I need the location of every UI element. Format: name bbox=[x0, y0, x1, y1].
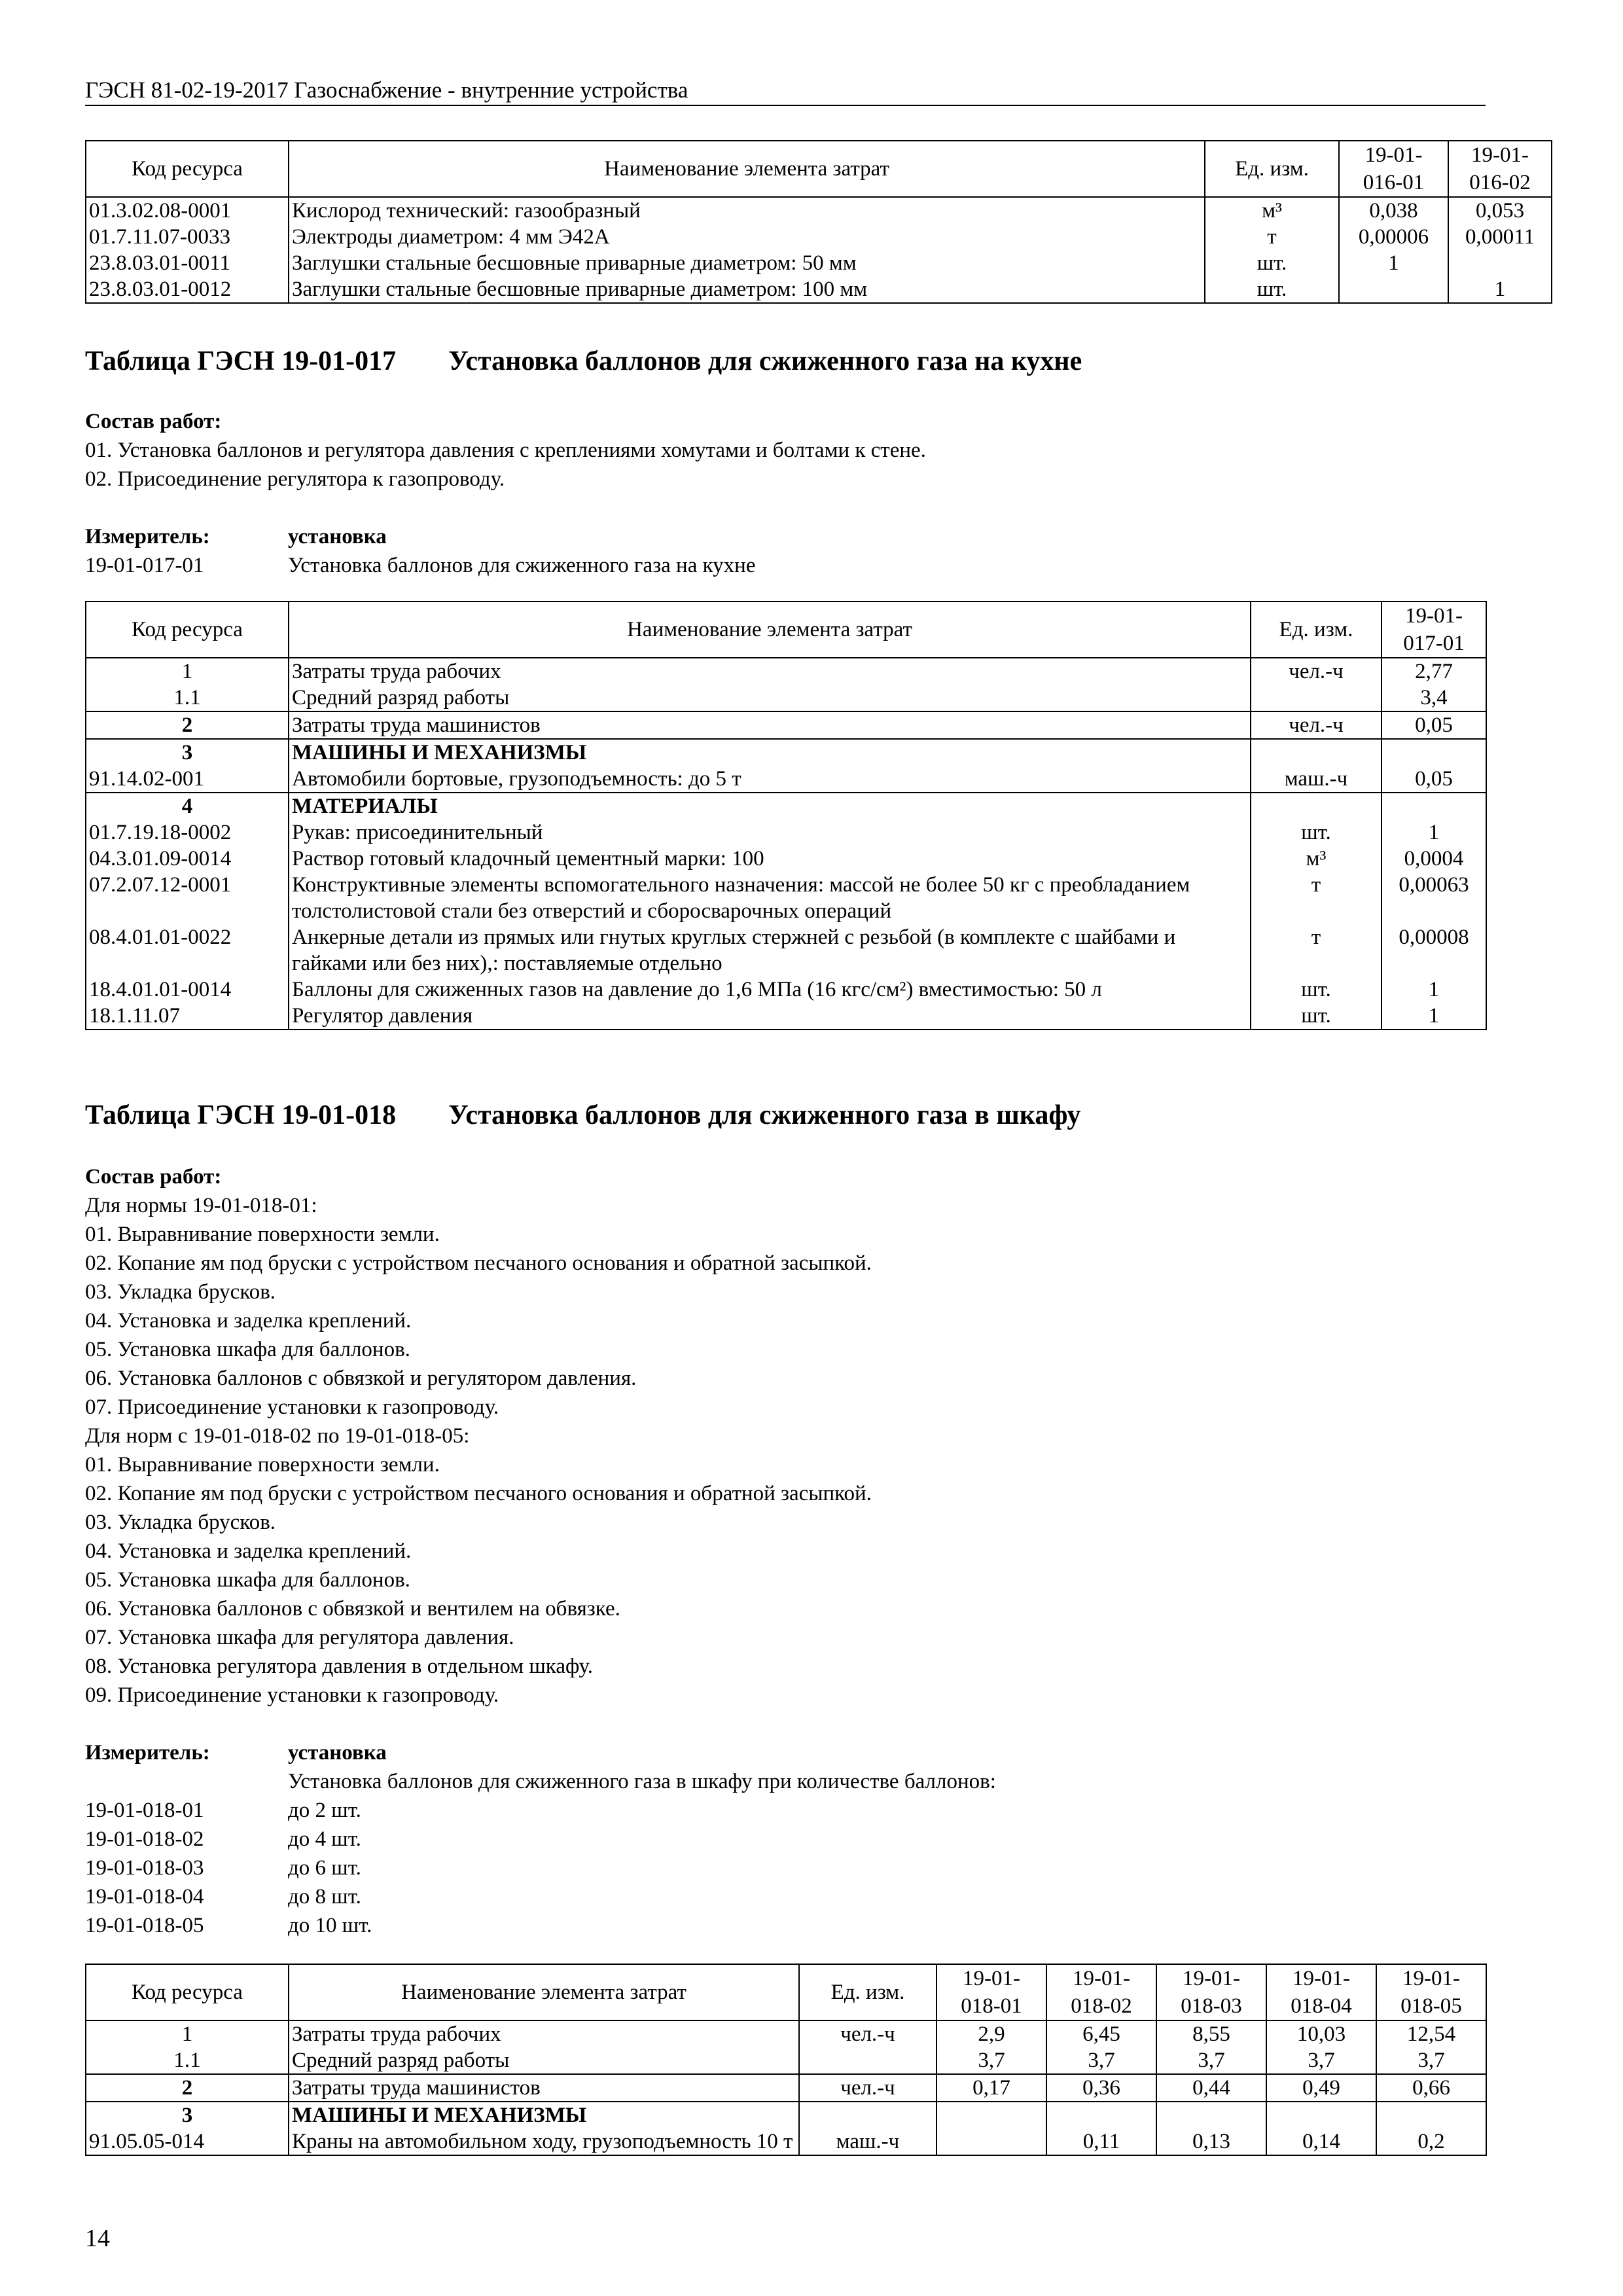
value: 0,14 bbox=[1266, 2128, 1376, 2155]
norm-code: 19-01-018-05 bbox=[85, 1914, 204, 1937]
value bbox=[936, 2102, 1046, 2128]
norm-name: до 10 шт. bbox=[288, 1914, 372, 1937]
running-header: ГЭСН 81-02-19-2017 Газоснабжение - внутренние устройства bbox=[85, 77, 1486, 106]
table-row bbox=[86, 2047, 1486, 2074]
value: 3,7 bbox=[1266, 2047, 1376, 2074]
value: 0,00011 bbox=[1448, 224, 1552, 250]
col-header: 19-01- 018-01 bbox=[936, 1964, 1046, 2020]
unit: маш.-ч bbox=[799, 2128, 936, 2155]
table-017 bbox=[85, 601, 1487, 1030]
table-code: Таблица ГЭСН 19-01-017 bbox=[85, 346, 397, 376]
value: 0,00006 bbox=[1339, 224, 1448, 250]
resource-name: Краны на автомобильном ходу, грузоподъемность 10 т bbox=[289, 2128, 799, 2155]
table-row bbox=[86, 711, 1486, 739]
resource-name: Затраты труда рабочих bbox=[289, 658, 1251, 685]
value bbox=[936, 2128, 1046, 2155]
norm-name: до 2 шт. bbox=[288, 1799, 361, 1822]
unit bbox=[799, 2102, 936, 2128]
resource-code: 18.4.01.01-0014 bbox=[86, 977, 289, 1003]
value: 8,55 bbox=[1156, 2020, 1266, 2047]
resource-name: Заглушки стальные бесшовные приварные диаметром: 50 мм bbox=[289, 250, 1205, 276]
resource-code: 1 bbox=[86, 658, 289, 685]
table-row bbox=[86, 224, 1552, 250]
resource-code: 3 bbox=[86, 739, 289, 766]
col-header: Наименование элемента затрат bbox=[289, 601, 1251, 658]
work-item: 07. Присоединение установки к газопроводу. bbox=[85, 1395, 499, 1419]
work-item: 09. Присоединение установки к газопроводу. bbox=[85, 1683, 499, 1707]
table-018 bbox=[85, 1964, 1487, 2156]
value bbox=[1156, 2102, 1266, 2128]
table-row bbox=[86, 739, 1486, 766]
col-header: Код ресурса bbox=[86, 1964, 289, 2020]
resource-code: 91.14.02-001 bbox=[86, 766, 289, 793]
resource-code: 4 bbox=[86, 793, 289, 819]
value: 1 bbox=[1448, 276, 1552, 303]
value bbox=[1382, 739, 1486, 766]
resource-name: Заглушки стальные бесшовные приварные диаметром: 100 мм bbox=[289, 276, 1205, 303]
resource-name: Электроды диаметром: 4 мм Э42А bbox=[289, 224, 1205, 250]
unit: чел.-ч bbox=[1251, 711, 1382, 739]
table-017-block bbox=[85, 601, 1487, 1030]
value: 1 bbox=[1339, 250, 1448, 276]
norm-code: 19-01-018-03 bbox=[85, 1856, 204, 1880]
norm-code: 19-01-018-04 bbox=[85, 1885, 204, 1909]
unit bbox=[1251, 739, 1382, 766]
value: 0,44 bbox=[1156, 2074, 1266, 2102]
section-017 bbox=[85, 346, 1082, 377]
col-header: Наименование элемента затрат bbox=[289, 141, 1205, 197]
unit: чел.-ч bbox=[799, 2020, 936, 2047]
work-item: 02. Копание ям под бруски с устройством песчаного основания и обратной засыпкой. bbox=[85, 1251, 872, 1275]
table-row bbox=[86, 685, 1486, 711]
table-row bbox=[86, 924, 1486, 977]
section-018 bbox=[85, 1100, 1080, 1131]
norm-name: Установка баллонов для сжиженного газа на кухне bbox=[288, 554, 756, 577]
col-header: 19-01- 018-02 bbox=[1046, 1964, 1156, 2020]
col-header: 19-01- 018-04 bbox=[1266, 1964, 1376, 2020]
resource-code: 04.3.01.09-0014 bbox=[86, 846, 289, 872]
value: 0,66 bbox=[1376, 2074, 1486, 2102]
work-item: Для норм с 19-01-018-02 по 19-01-018-05: bbox=[85, 1424, 470, 1448]
table-name: Установка баллонов для сжиженного газа на кухне bbox=[448, 346, 1082, 376]
resource-name: Кислород технический: газообразный bbox=[289, 197, 1205, 224]
norm-name: до 8 шт. bbox=[288, 1885, 361, 1909]
value: 0,00008 bbox=[1382, 924, 1486, 977]
norm-code: 19-01-018-02 bbox=[85, 1827, 204, 1851]
group-heading: МАШИНЫ И МЕХАНИЗМЫ bbox=[289, 739, 1251, 766]
value: 3,7 bbox=[936, 2047, 1046, 2074]
unit: т bbox=[1251, 872, 1382, 924]
work-item: 05. Установка шкафа для баллонов. bbox=[85, 1338, 410, 1361]
col-header: Наименование элемента затрат bbox=[289, 1964, 799, 2020]
norm-name: до 6 шт. bbox=[288, 1856, 361, 1880]
col-header: 19-01- 018-03 bbox=[1156, 1964, 1266, 2020]
meter-label: Измеритель: bbox=[85, 1741, 210, 1765]
table-row bbox=[86, 1003, 1486, 1030]
table-row bbox=[86, 793, 1486, 819]
table-name: Установка баллонов для сжиженного газа в шкафу bbox=[448, 1100, 1081, 1130]
unit: шт. bbox=[1205, 276, 1339, 303]
col-header: Ед. изм. bbox=[799, 1964, 936, 2020]
page-number: 14 bbox=[85, 2225, 110, 2252]
resource-code: 01.7.11.07-0033 bbox=[86, 224, 289, 250]
col-header: 19-01- 018-05 bbox=[1376, 1964, 1486, 2020]
unit: т bbox=[1205, 224, 1339, 250]
value bbox=[1376, 2102, 1486, 2128]
table-code: Таблица ГЭСН 19-01-018 bbox=[85, 1100, 397, 1130]
norm-name: до 4 шт. bbox=[288, 1827, 361, 1851]
work-item: 05. Установка шкафа для баллонов. bbox=[85, 1568, 410, 1592]
table-row bbox=[86, 250, 1552, 276]
unit: чел.-ч bbox=[799, 2074, 936, 2102]
work-item: 02. Копание ям под бруски с устройством песчаного основания и обратной засыпкой. bbox=[85, 1482, 872, 1505]
resource-code: 08.4.01.01-0022 bbox=[86, 924, 289, 977]
unit bbox=[799, 2047, 936, 2074]
resource-name: Затраты труда рабочих bbox=[289, 2020, 799, 2047]
unit: м³ bbox=[1205, 197, 1339, 224]
value: 0,05 bbox=[1382, 711, 1486, 739]
table-row bbox=[86, 197, 1552, 224]
resource-code: 2 bbox=[86, 711, 289, 739]
table-row bbox=[86, 819, 1486, 846]
resource-code: 2 bbox=[86, 2074, 289, 2102]
value: 0,0004 bbox=[1382, 846, 1486, 872]
value: 0,2 bbox=[1376, 2128, 1486, 2155]
resource-code: 3 bbox=[86, 2102, 289, 2128]
resource-name: Автомобили бортовые, грузоподъемность: до 5 т bbox=[289, 766, 1251, 793]
value: 0,17 bbox=[936, 2074, 1046, 2102]
resource-name: Затраты труда машинистов bbox=[289, 711, 1251, 739]
col-header: Ед. изм. bbox=[1205, 141, 1339, 197]
work-item: 07. Установка шкафа для регулятора давления. bbox=[85, 1626, 514, 1649]
resource-code: 91.05.05-014 bbox=[86, 2128, 289, 2155]
work-list-017 bbox=[85, 407, 1486, 580]
value: 0,13 bbox=[1156, 2128, 1266, 2155]
unit: шт. bbox=[1251, 819, 1382, 846]
table-header-row bbox=[86, 141, 1552, 197]
value bbox=[1046, 2102, 1156, 2128]
resource-code: 01.3.02.08-0001 bbox=[86, 197, 289, 224]
resource-code: 1 bbox=[86, 2020, 289, 2047]
work-item: Для нормы 19-01-018-01: bbox=[85, 1194, 317, 1217]
value: 1 bbox=[1382, 1003, 1486, 1030]
table-row bbox=[86, 276, 1552, 303]
resource-name: Баллоны для сжиженных газов на давление до 1,6 МПа (16 кгс/см²) вместимостью: 50 л bbox=[289, 977, 1251, 1003]
unit: т bbox=[1251, 924, 1382, 977]
resource-code: 23.8.03.01-0011 bbox=[86, 250, 289, 276]
value: 0,00063 bbox=[1382, 872, 1486, 924]
unit: шт. bbox=[1205, 250, 1339, 276]
work-item: 01. Выравнивание поверхности земли. bbox=[85, 1453, 440, 1477]
unit bbox=[1251, 685, 1382, 711]
value: 2,77 bbox=[1382, 658, 1486, 685]
resource-name: Затраты труда машинистов bbox=[289, 2074, 799, 2102]
resource-code: 1.1 bbox=[86, 685, 289, 711]
value: 3,7 bbox=[1376, 2047, 1486, 2074]
value bbox=[1382, 793, 1486, 819]
table-row bbox=[86, 766, 1486, 793]
meter-desc: Установка баллонов для сжиженного газа в шкафу при количестве баллонов: bbox=[288, 1770, 996, 1793]
meter-label: Измеритель: bbox=[85, 525, 210, 548]
table-016-block bbox=[85, 140, 1552, 304]
unit: м³ bbox=[1251, 846, 1382, 872]
table-row bbox=[86, 2128, 1486, 2155]
work-item: 01. Установка баллонов и регулятора давления с креплениями хомутами и болтами к стене. bbox=[85, 439, 926, 462]
table-row bbox=[86, 2102, 1486, 2128]
work-label: Состав работ: bbox=[85, 1165, 222, 1189]
resource-code: 23.8.03.01-0012 bbox=[86, 276, 289, 303]
resource-code: 1.1 bbox=[86, 2047, 289, 2074]
resource-name: Конструктивные элементы вспомогательного назначения: массой не более 50 кг с преобладанием толстолистовой стали без отверстий и сборосварочных операций bbox=[289, 872, 1251, 924]
meter-value: установка bbox=[288, 1741, 387, 1765]
value: 2,9 bbox=[936, 2020, 1046, 2047]
table-016 bbox=[85, 140, 1552, 304]
table-row bbox=[86, 658, 1486, 685]
group-heading: МАШИНЫ И МЕХАНИЗМЫ bbox=[289, 2102, 799, 2128]
resource-name: Средний разряд работы bbox=[289, 2047, 799, 2074]
resource-name: Регулятор давления bbox=[289, 1003, 1251, 1030]
table-row bbox=[86, 846, 1486, 872]
unit: чел.-ч bbox=[1251, 658, 1382, 685]
col-header: 19-01- 016-02 bbox=[1448, 141, 1552, 197]
work-item: 02. Присоединение регулятора к газопроводу. bbox=[85, 467, 505, 491]
work-item: 06. Установка баллонов с обвязкой и вентилем на обвязке. bbox=[85, 1597, 620, 1621]
resource-code: 18.1.11.07 bbox=[86, 1003, 289, 1030]
work-list-018 bbox=[85, 1162, 1486, 1940]
norm-code: 19-01-018-01 bbox=[85, 1799, 204, 1822]
table-row bbox=[86, 977, 1486, 1003]
value: 12,54 bbox=[1376, 2020, 1486, 2047]
resource-code: 01.7.19.18-0002 bbox=[86, 819, 289, 846]
table-row bbox=[86, 2074, 1486, 2102]
col-header: Код ресурса bbox=[86, 601, 289, 658]
value: 3,4 bbox=[1382, 685, 1486, 711]
work-item: 04. Установка и заделка креплений. bbox=[85, 1539, 412, 1563]
meter-value: установка bbox=[288, 525, 387, 548]
value bbox=[1339, 276, 1448, 303]
value: 3,7 bbox=[1046, 2047, 1156, 2074]
work-item: 01. Выравнивание поверхности земли. bbox=[85, 1223, 440, 1246]
value: 0,36 bbox=[1046, 2074, 1156, 2102]
value: 3,7 bbox=[1156, 2047, 1266, 2074]
table-header-row bbox=[86, 1964, 1486, 2020]
norm-code: 19-01-017-01 bbox=[85, 554, 204, 577]
resource-name: Рукав: присоединительный bbox=[289, 819, 1251, 846]
unit: шт. bbox=[1251, 977, 1382, 1003]
resource-code: 07.2.07.12-0001 bbox=[86, 872, 289, 924]
table-018-block bbox=[85, 1964, 1487, 2156]
col-header: 19-01- 017-01 bbox=[1382, 601, 1486, 658]
unit: шт. bbox=[1251, 1003, 1382, 1030]
col-header: Ед. изм. bbox=[1251, 601, 1382, 658]
value: 1 bbox=[1382, 977, 1486, 1003]
work-item: 08. Установка регулятора давления в отдельном шкафу. bbox=[85, 1655, 593, 1678]
col-header: Код ресурса bbox=[86, 141, 289, 197]
table-header-row bbox=[86, 601, 1486, 658]
work-item: 03. Укладка брусков. bbox=[85, 1511, 276, 1534]
unit bbox=[1251, 793, 1382, 819]
section-title bbox=[85, 346, 1082, 377]
value bbox=[1448, 250, 1552, 276]
resource-name: Раствор готовый кладочный цементный марки: 100 bbox=[289, 846, 1251, 872]
work-item: 06. Установка баллонов с обвязкой и регулятором давления. bbox=[85, 1367, 637, 1390]
resource-name: Средний разряд работы bbox=[289, 685, 1251, 711]
resource-name: Анкерные детали из прямых или гнутых круглых стержней с резьбой (в комплекте с шайбами и гайками или без них),: поставляемые отдельно bbox=[289, 924, 1251, 977]
table-row bbox=[86, 2020, 1486, 2047]
group-heading: МАТЕРИАЛЫ bbox=[289, 793, 1251, 819]
unit: маш.-ч bbox=[1251, 766, 1382, 793]
work-item: 03. Укладка брусков. bbox=[85, 1280, 276, 1304]
section-title bbox=[85, 1100, 1080, 1131]
col-header: 19-01- 016-01 bbox=[1339, 141, 1448, 197]
table-row bbox=[86, 872, 1486, 924]
value: 0,11 bbox=[1046, 2128, 1156, 2155]
value: 0,05 bbox=[1382, 766, 1486, 793]
value: 10,03 bbox=[1266, 2020, 1376, 2047]
value: 1 bbox=[1382, 819, 1486, 846]
value bbox=[1266, 2102, 1376, 2128]
work-label: Состав работ: bbox=[85, 410, 222, 433]
value: 0,053 bbox=[1448, 197, 1552, 224]
value: 0,038 bbox=[1339, 197, 1448, 224]
value: 6,45 bbox=[1046, 2020, 1156, 2047]
work-item: 04. Установка и заделка креплений. bbox=[85, 1309, 412, 1333]
value: 0,49 bbox=[1266, 2074, 1376, 2102]
